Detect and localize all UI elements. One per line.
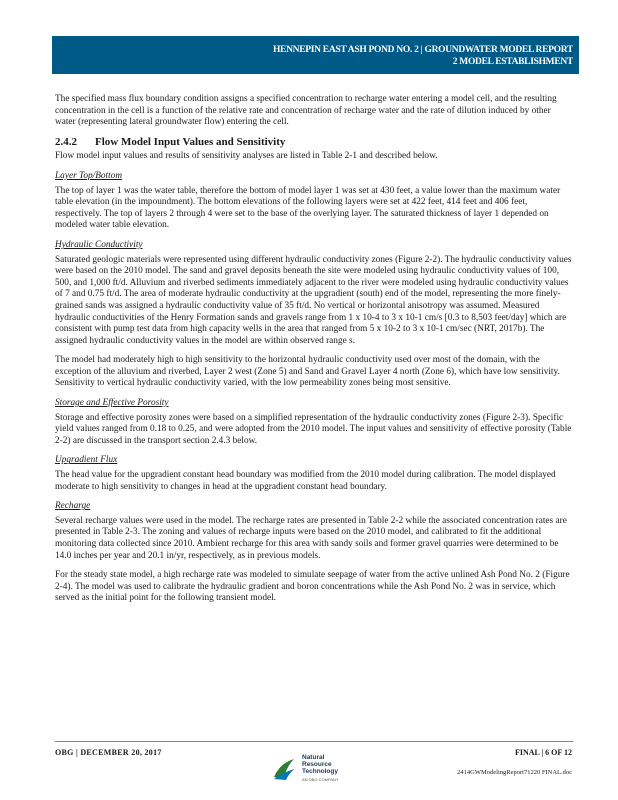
intro-paragraph: The specified mass flux boundary condition assigns a specified concentration to recharge water entering a model cell, and the resulting concentration in the cell is a function of the relative rate and concentration of recharge water and the rate of dilution induced by other water (representing lateral groundwater flow) entering the cell.: [55, 94, 557, 128]
header-report-title: HENNEPIN EAST ASH POND NO. 2 | GROUNDWATER MODEL REPORT: [272, 45, 573, 55]
section-title: Flow Model Input Values and Sensitivity: [95, 135, 286, 148]
logo-tagline: AN OBG COMPANY: [302, 777, 339, 782]
subsection-heading-layer-top-bottom: Layer Top/Bottom: [55, 170, 123, 181]
footer-divider: [55, 741, 573, 742]
section-heading: [55, 137, 573, 149]
subsection-heading-upgradient-flux: Upgradient Flux: [55, 455, 118, 466]
hydraulic-conductivity-paragraph-2: The model had moderately high to high sensitivity to the horizontal hydraulic conductivity used over most of the domain, with the exception of the alluvium and riverbed, Layer 2 west (Zone 5) and Sand and Gravel Layer 4 north (Zone 6), which have low sensitivity. Sensitivity to vertical hydraulic conductivity varied, with the low permeability zones being most sensitive.: [55, 355, 560, 389]
footer-date: OBG | DECEMBER 20, 2017: [55, 748, 162, 757]
recharge-paragraph-2: For the steady state model, a high recharge rate was modeled to simulate seepage of water from the active unlined Ash Pond No. 2 (Figure 2-4). The model was used to calibrate the hydraulic gradient and boron concentrations while the Ash Pond No. 2 was in service, which served as the initial point for the following transient model.: [55, 570, 570, 604]
section-number: 2.4.2: [55, 135, 77, 148]
subsection-heading-recharge: Recharge: [55, 501, 91, 512]
hydraulic-conductivity-paragraph-1: Saturated geologic materials were represented using different hydraulic conductivity zones (Figure 2-2). The hydraulic conductivity values were based on the 2010 model. The sand and gravel deposits beneath the site were modeled using hydraulic conductivity values of 100, 500, and 1,000 ft/d. Alluvium and riverbed sediments immediately adjacent to the river were modeled using hydraulic conductivity values of 7 and 0.75 ft/d. The area of moderate hydraulic conductivity at the upgradient (south) end of the model, representing the more finely-grained sands was assigned a hydraulic conductivity value of 35 ft/d. No vertical or horizontal anisotropy was assumed. Measured hydraulic conductivities of the Henry Formation sands and gravels range from 1 x 10-4 to 3 x 10-1 cm/s [0.3 to 8,503 feet/day] which are consistent with pump test data from high capacity wells in the area that ranged from 5 x 10-2 to 3 x 10-1 cm/sec (NRT, 2017b). The assigned hydraulic conductivity values in the model are within observed range s.: [55, 254, 572, 346]
logo-word-resource: Resource: [302, 761, 332, 768]
page-header: [52, 36, 579, 74]
footer-document-id: 2414GWModelingReport71220 FINAL.doc: [457, 769, 572, 776]
nrt-logo-mark-icon: [272, 755, 296, 781]
storage-porosity-paragraph: Storage and effective porosity zones were based on a simplified representation of the hydraulic conductivity zones (Figure 2-3). Specific yield values ranged from 0.18 to 0.25, and were adopted from the 2010 model. The input values and sensitivity of effective porosity (Table 2-2) are discussed in the transport section 2.4.3 below.: [55, 412, 572, 446]
layer-top-bottom-paragraph: The top of layer 1 was the water table, therefore the bottom of model layer 1 was set at 430 feet, a value lower than the maximum water table elevation (in the impoundment). The bottom elevations of the following layers were set at 422 feet, 414 feet and 406 feet, respectively. The top of layers 2 through 4 were set to the base of the overlying layer. The saturated thickness of layer 1 depended on modeled water table elevation.: [55, 185, 561, 231]
nrt-logo: [272, 752, 362, 786]
section-intro: Flow model input values and results of sensitivity analyses are listed in Table 2-1 and described below.: [55, 151, 438, 162]
subsection-heading-storage-porosity: Storage and Effective Porosity: [55, 398, 169, 409]
recharge-paragraph-1: Several recharge values were used in the model. The recharge rates are presented in Table 2-2 while the associated concentration rates are presented in Table 2-3. The zoning and values of recharge inputs were based on the 2010 model, and calibrated to fit the additional monitoring data collected since 2010. Ambient recharge for this area with sandy soils and former gravel quarries were determined to be 14.0 inches per year and 20.1 in/yr, respectively, as in previous models.: [55, 515, 567, 561]
header-chapter-title: 2 MODEL ESTABLISHMENT: [452, 57, 573, 67]
upgradient-flux-paragraph: The head value for the upgradient constant head boundary was modified from the 2010 model during calibration. The model displayed moderate to high sensitivity to changes in head at the upgradient constant head boundary.: [55, 470, 556, 492]
subsection-heading-hydraulic-conductivity: Hydraulic Conductivity: [55, 239, 143, 250]
logo-wordmark: [302, 754, 338, 775]
footer-page-number: FINAL | 6 OF 12: [514, 748, 572, 757]
document-body: [55, 94, 573, 613]
logo-word-technology: Technology: [302, 768, 338, 775]
logo-word-natural: Natural: [302, 754, 325, 761]
